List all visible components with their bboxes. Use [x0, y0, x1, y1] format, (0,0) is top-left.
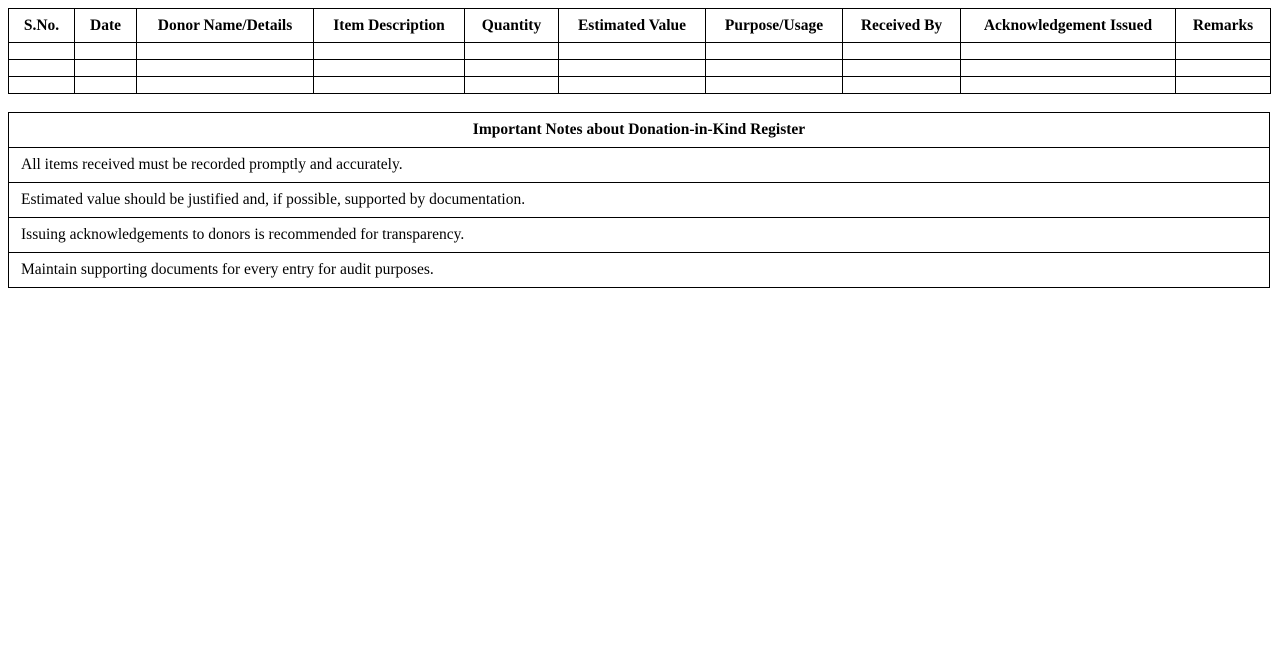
table-cell — [706, 43, 843, 60]
table-cell — [465, 77, 559, 94]
note-item: Maintain supporting documents for every entry for audit purposes. — [9, 253, 1270, 288]
table-row — [9, 77, 1271, 94]
list-item — [9, 218, 1270, 253]
table-cell — [75, 60, 137, 77]
column-header-purpose: Purpose/Usage — [706, 9, 843, 43]
table-cell — [9, 77, 75, 94]
table-row — [9, 43, 1271, 60]
column-header-remarks: Remarks — [1176, 9, 1271, 43]
note-item: Issuing acknowledgements to donors is recommended for transparency. — [9, 218, 1270, 253]
notes-title: Important Notes about Donation-in-Kind Register — [9, 113, 1270, 148]
table-cell — [1176, 60, 1271, 77]
table-cell — [9, 60, 75, 77]
table-cell — [465, 60, 559, 77]
table-cell — [961, 43, 1176, 60]
table-cell — [843, 43, 961, 60]
table-cell — [843, 60, 961, 77]
list-item — [9, 253, 1270, 288]
column-header-acknowledgement: Acknowledgement Issued — [961, 9, 1176, 43]
table-cell — [559, 77, 706, 94]
table-cell — [559, 43, 706, 60]
column-header-sno: S.No. — [9, 9, 75, 43]
table-cell — [706, 60, 843, 77]
table-cell — [137, 43, 314, 60]
table-cell — [1176, 77, 1271, 94]
column-header-estimated-value: Estimated Value — [559, 9, 706, 43]
important-notes-table — [8, 112, 1270, 288]
table-cell — [961, 77, 1176, 94]
table-header-row — [9, 9, 1271, 43]
column-header-date: Date — [75, 9, 137, 43]
column-header-donor: Donor Name/Details — [137, 9, 314, 43]
table-cell — [961, 60, 1176, 77]
table-cell — [9, 43, 75, 60]
table-row — [9, 60, 1271, 77]
table-cell — [465, 43, 559, 60]
table-cell — [706, 77, 843, 94]
note-item: Estimated value should be justified and, if possible, supported by documentation. — [9, 183, 1270, 218]
table-cell — [1176, 43, 1271, 60]
list-item — [9, 183, 1270, 218]
table-cell — [314, 43, 465, 60]
table-cell — [843, 77, 961, 94]
table-cell — [314, 60, 465, 77]
note-item: All items received must be recorded promptly and accurately. — [9, 148, 1270, 183]
table-cell — [137, 60, 314, 77]
column-header-quantity: Quantity — [465, 9, 559, 43]
table-cell — [559, 60, 706, 77]
list-item — [9, 148, 1270, 183]
table-cell — [75, 77, 137, 94]
document-page — [0, 0, 1278, 288]
table-cell — [137, 77, 314, 94]
table-cell — [314, 77, 465, 94]
table-cell — [75, 43, 137, 60]
donation-register-table — [8, 8, 1271, 94]
column-header-item-description: Item Description — [314, 9, 465, 43]
column-header-received-by: Received By — [843, 9, 961, 43]
